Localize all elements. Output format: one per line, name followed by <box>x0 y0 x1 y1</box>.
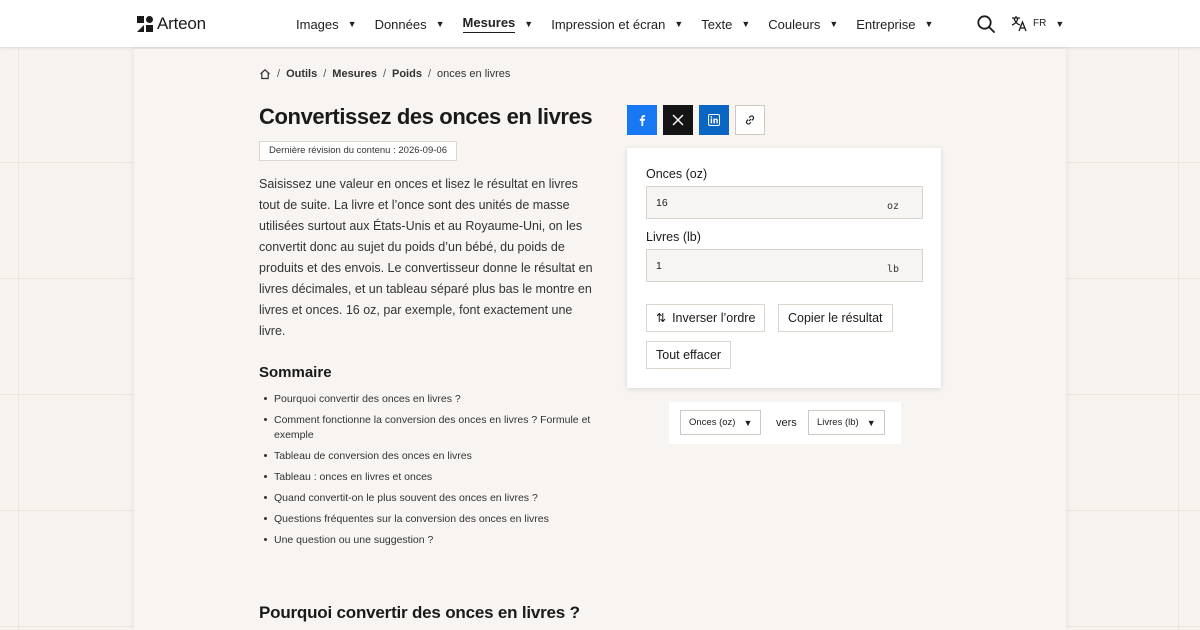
search-button[interactable] <box>976 14 996 34</box>
language-switcher[interactable] <box>1011 15 1064 32</box>
pounds-value: 1 <box>656 260 662 272</box>
linkedin-icon <box>708 114 720 126</box>
nav-item-label: Images <box>296 16 339 32</box>
breadcrumb-separator: / <box>323 68 327 80</box>
section-heading: Pourquoi convertir des onces en livres ? <box>259 603 580 622</box>
summary-link[interactable]: Tableau : onces en livres et onces <box>274 470 604 485</box>
top-navigation-bar <box>0 0 1200 48</box>
breadcrumb-separator: / <box>427 68 432 80</box>
unit-selector-bar <box>669 402 901 444</box>
copy-result-button[interactable] <box>778 304 893 332</box>
link-icon <box>744 114 756 126</box>
brand-logo[interactable] <box>137 14 206 34</box>
caret-down-icon: ▼ <box>866 417 876 428</box>
nav-item-texte[interactable] <box>701 0 750 48</box>
search-icon <box>976 14 996 34</box>
ounces-unit: oz <box>886 201 899 212</box>
clear-all-label: Tout effacer <box>656 348 722 362</box>
conversion-direction-label: vers <box>776 417 797 429</box>
from-unit-select[interactable] <box>680 410 761 435</box>
summary-link[interactable]: Une question ou une suggestion ? <box>274 533 604 548</box>
translate-icon <box>1011 15 1028 32</box>
caret-down-icon: ▼ <box>347 19 357 29</box>
nav-item-label: Couleurs <box>768 16 821 32</box>
copy-link-button[interactable] <box>735 105 765 135</box>
ounces-field-label: Onces (oz) <box>646 167 708 181</box>
summary-link[interactable]: Questions fréquentes sur la conversion des onces en livres <box>274 512 604 527</box>
intro-paragraph: Saisissez une valeur en onces et lisez le résultat en livres tout de suite. La livre et l’once sont des unités de masse utilisées surtout aux États-Unis et au Royaume-Uni, on les convertit donc au sujet du poids d’un bébé, du poids de produits et des envois. Le convertisseur donne le résultat en livres décimales, et un tableau séparé plus bas le montre en livres et onces. 16 oz, par exemple, font exactement une livre. <box>259 177 593 338</box>
language-code: FR <box>1033 18 1047 29</box>
pounds-field-label: Livres (lb) <box>646 230 701 244</box>
breadcrumb-item-outils[interactable]: Outils <box>286 68 318 80</box>
breadcrumb-separator: / <box>277 68 281 80</box>
share-buttons <box>627 105 765 135</box>
caret-down-icon: ▼ <box>924 19 934 29</box>
swap-order-button[interactable] <box>646 304 765 332</box>
summary-link[interactable]: Tableau de conversion des onces en livres <box>274 449 604 464</box>
caret-down-icon: ▼ <box>741 19 751 29</box>
nav-item-couleurs[interactable] <box>768 0 838 48</box>
summary-link[interactable]: Pourquoi convertir des onces en livres ? <box>274 392 604 407</box>
breadcrumb-item-poids[interactable]: Poids <box>392 68 422 80</box>
caret-down-icon: ▼ <box>524 19 534 29</box>
nav-item-impression-ecran[interactable] <box>551 0 683 48</box>
breadcrumb-item-mesures[interactable]: Mesures <box>332 68 377 80</box>
caret-down-icon: ▼ <box>674 19 684 29</box>
nav-item-label: Texte <box>701 16 733 32</box>
caret-down-icon: ▼ <box>1055 18 1065 29</box>
home-icon[interactable] <box>259 68 271 80</box>
pounds-input[interactable] <box>646 249 923 282</box>
to-unit-value: Livres (lb) <box>817 417 859 428</box>
x-icon <box>672 114 684 126</box>
share-linkedin-button[interactable] <box>699 105 729 135</box>
nav-item-entreprise[interactable] <box>856 0 933 48</box>
breadcrumb-separator: / <box>382 68 386 80</box>
main-nav <box>296 0 951 48</box>
nav-item-label: Mesures <box>463 15 516 33</box>
caret-down-icon: ▼ <box>743 417 753 428</box>
nav-item-label: Impression et écran <box>551 16 666 32</box>
brand-logo-icon <box>137 16 153 32</box>
unit-converter <box>627 148 941 388</box>
nav-item-donnees[interactable] <box>375 0 445 48</box>
summary-list <box>274 392 604 554</box>
to-unit-select[interactable] <box>808 410 885 435</box>
pounds-unit: lb <box>886 264 899 275</box>
revision-date-badge: Dernière révision du contenu : 2026-09-06 <box>259 141 457 161</box>
summary-link[interactable]: Comment fonctionne la conversion des onces en livres ? Formule et exemple <box>274 413 604 442</box>
from-unit-value: Onces (oz) <box>689 417 736 428</box>
breadcrumb-current: onces en livres <box>437 68 511 80</box>
share-x-button[interactable] <box>663 105 693 135</box>
nav-item-label: Entreprise <box>856 16 916 32</box>
page-title: Convertissez des onces en livres <box>259 104 593 129</box>
share-facebook-button[interactable] <box>627 105 657 135</box>
brand-name: Arteon <box>157 14 206 33</box>
breadcrumb <box>259 68 510 80</box>
ounces-value: 16 <box>656 197 668 209</box>
nav-item-mesures[interactable] <box>463 0 534 48</box>
summary-heading: Sommaire <box>259 364 332 381</box>
nav-item-images[interactable] <box>296 0 357 48</box>
caret-down-icon: ▼ <box>435 19 445 29</box>
copy-result-label: Copier le résultat <box>788 311 883 325</box>
clear-all-button[interactable] <box>646 341 731 369</box>
swap-order-label: Inverser l’ordre <box>672 311 756 325</box>
ounces-input[interactable] <box>646 186 923 219</box>
caret-down-icon: ▼ <box>829 19 839 29</box>
facebook-icon <box>636 114 648 126</box>
summary-link[interactable]: Quand convertit-on le plus souvent des onces en livres ? <box>274 491 604 506</box>
nav-item-label: Données <box>374 16 427 32</box>
swap-icon: ⇅ <box>656 311 667 325</box>
